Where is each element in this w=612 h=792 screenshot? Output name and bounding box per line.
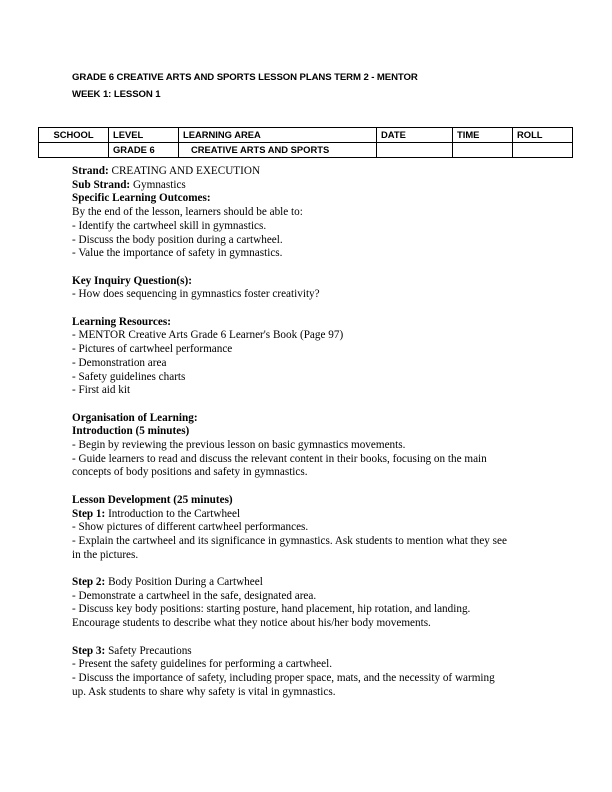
list-item: - Pictures of cartwheel performance (72, 343, 233, 356)
list-item: - Identify the cartwheel skill in gymnastics. (72, 219, 267, 232)
text-line: in the pictures. (72, 548, 139, 561)
header-level: LEVEL (109, 128, 179, 143)
text-line: - Begin by reviewing the previous lesson on basic gymnastics movements. (72, 439, 406, 452)
inquiry-label: Key Inquiry Question(s): (72, 274, 192, 287)
resources-heading (72, 316, 552, 330)
sub-strand-value: Gymnastics (130, 178, 186, 191)
introduction-label: Introduction (5 minutes) (72, 425, 190, 438)
cell-time (453, 143, 513, 158)
sub-strand-label: Sub Strand: (72, 178, 131, 191)
header-learning-area: LEARNING AREA (179, 128, 377, 143)
development-heading (72, 494, 552, 508)
sub-strand (72, 179, 552, 193)
step-label: Step 2: (72, 576, 106, 589)
list-item: - How does sequencing in gymnastics foster creativity? (72, 288, 320, 301)
text-line: - Demonstrate a cartwheel in the safe, designated area. (72, 589, 317, 602)
cell-learning-area: CREATIVE ARTS AND SPORTS (179, 143, 377, 158)
table-row (39, 143, 573, 158)
text-line: - Show pictures of different cartwheel performances. (72, 521, 309, 534)
header-date: DATE (377, 128, 453, 143)
text-line: - Discuss the importance of safety, including proper space, mats, and the necessity of warming (72, 671, 495, 684)
text-line: - Guide learners to read and discuss the relevant content in their books, focusing on the main (72, 452, 487, 465)
outcomes-heading (72, 192, 552, 206)
strand-value: CREATING AND EXECUTION (108, 165, 261, 177)
text-line: - Explain the cartwheel and its significance in gymnastics. Ask students to mention what they see (72, 534, 507, 547)
step-1-heading (72, 508, 552, 522)
outcomes-label: Specific Learning Outcomes: (72, 192, 211, 205)
text-line: - Present the safety guidelines for performing a cartwheel. (72, 658, 333, 671)
strand-label: Strand: (72, 165, 109, 177)
step-title: Safety Precautions (105, 644, 192, 657)
cell-level: GRADE 6 (109, 143, 179, 158)
step-label: Step 1: (72, 507, 106, 520)
step-label: Step 3: (72, 644, 106, 657)
strand (72, 165, 552, 179)
lesson-info-table (38, 127, 573, 158)
introduction-heading (72, 425, 552, 439)
list-item: - Discuss the body position during a cartwheel. (72, 233, 283, 246)
text-line: concepts of body positions and safety in gymnastics. (72, 466, 308, 479)
list-item: - Demonstration area (72, 356, 167, 369)
inquiry-heading (72, 275, 552, 289)
list-item: - Value the importance of safety in gymnastics. (72, 247, 283, 260)
step-2-heading (72, 576, 552, 590)
table-header-row (39, 128, 573, 143)
text-line: - Discuss key body positions: starting posture, hand placement, hip rotation, and landing. (72, 603, 471, 616)
resources-label: Learning Resources: (72, 315, 171, 328)
list-item: - First aid kit (72, 384, 131, 397)
cell-date (377, 143, 453, 158)
step-3-heading (72, 645, 552, 659)
step-title: Introduction to the Cartwheel (105, 507, 241, 520)
lesson-body (72, 165, 552, 699)
text-line: up. Ask students to share why safety is vital in gymnastics. (72, 685, 336, 698)
list-item: - Safety guidelines charts (72, 370, 186, 383)
cell-roll (513, 143, 573, 158)
outcomes-intro: By the end of the lesson, learners should be able to: (72, 206, 303, 219)
header-time: TIME (453, 128, 513, 143)
organisation-label: Organisation of Learning: (72, 411, 198, 424)
lesson-subtitle: WEEK 1: LESSON 1 (72, 89, 161, 100)
list-item: - MENTOR Creative Arts Grade 6 Learner's Book (Page 97) (72, 329, 344, 342)
organisation-heading (72, 412, 552, 426)
header-school: SCHOOL (39, 128, 109, 143)
header-roll: ROLL (513, 128, 573, 143)
document-title: GRADE 6 CREATIVE ARTS AND SPORTS LESSON PLANS TERM 2 - MENTOR (72, 72, 418, 83)
development-label: Lesson Development (25 minutes) (72, 493, 233, 506)
text-line: Encourage students to describe what they notice about his/her body movements. (72, 617, 431, 630)
cell-school (39, 143, 109, 158)
step-title: Body Position During a Cartwheel (105, 576, 263, 589)
